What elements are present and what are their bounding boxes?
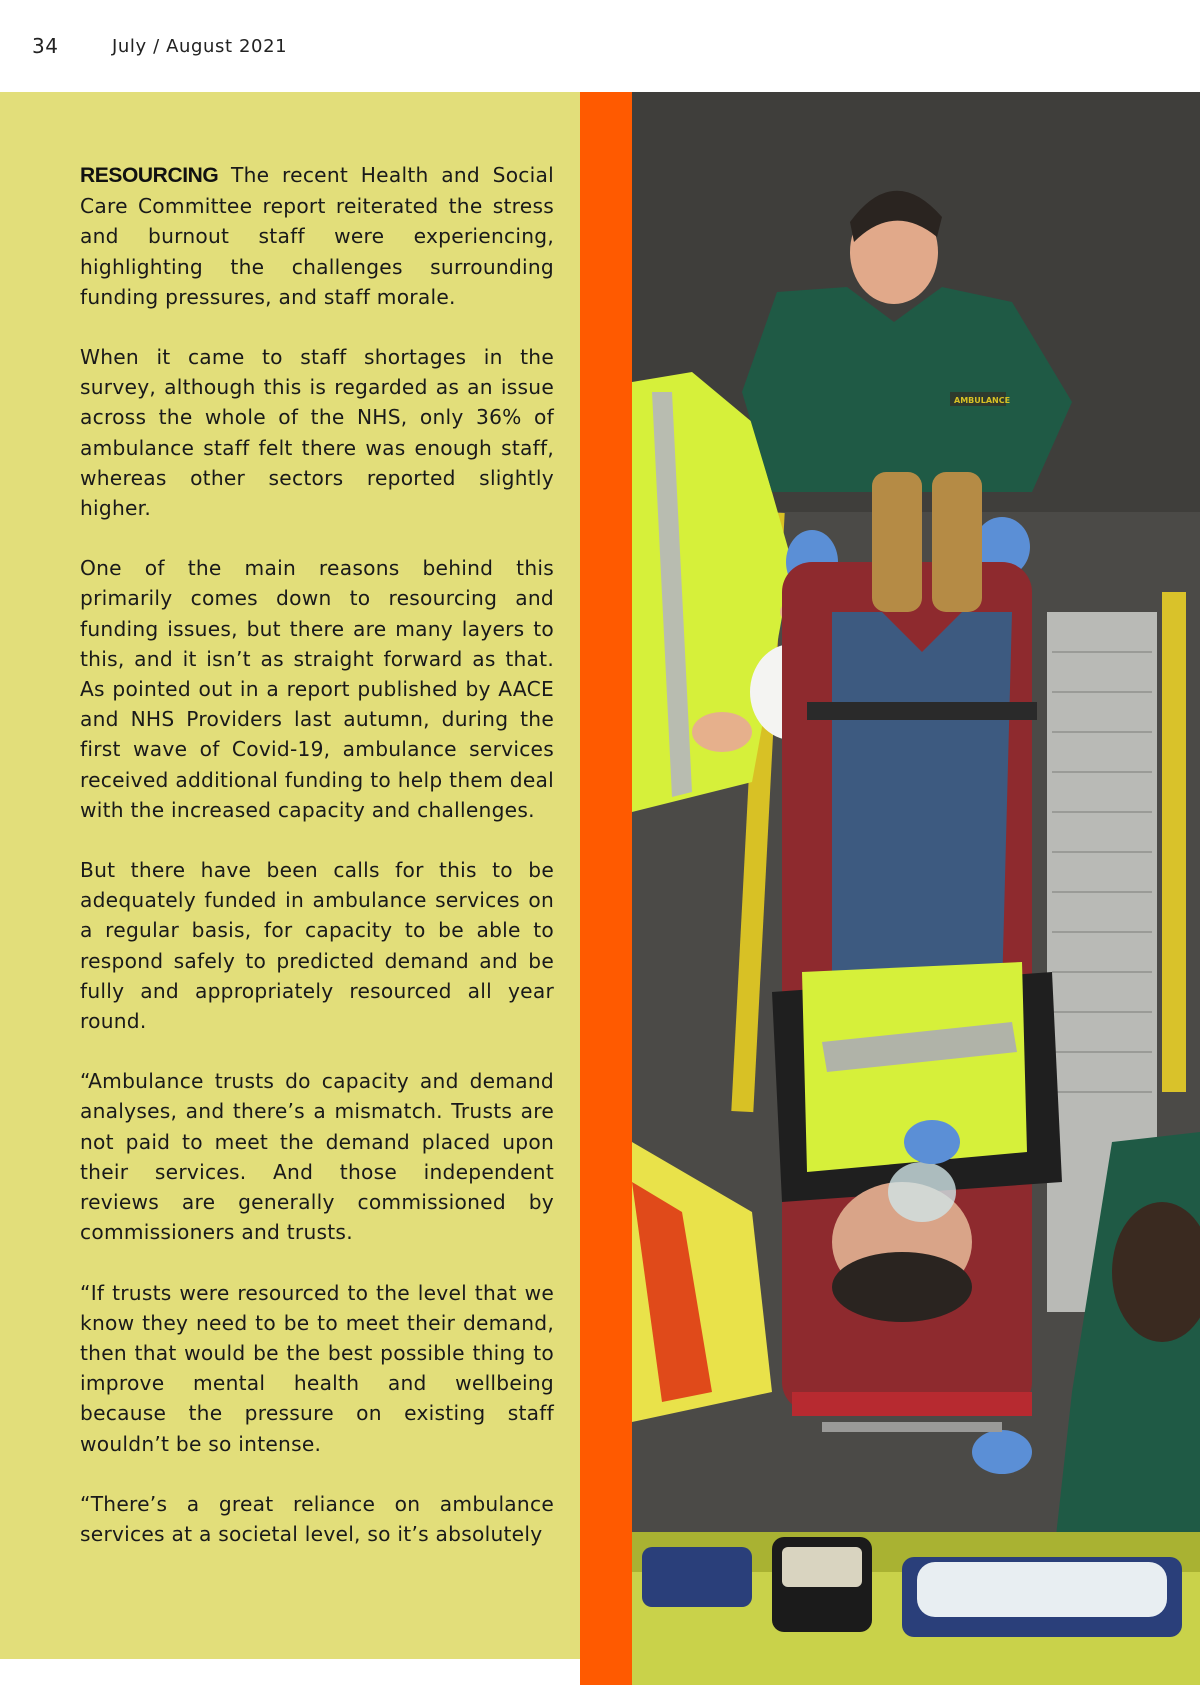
uniform-badge-text: AMBULANCE: [954, 396, 1011, 405]
issue-date: July / August 2021: [112, 36, 288, 57]
article-paragraph-4: But there have been calls for this to be adequately funded in ambulance services on a regular basis, for capacity to be able to respond safely to predicted demand and be fully and appropriately resourced all year round.: [80, 858, 554, 1034]
article-paragraph-7: “There’s a great reliance on ambulance services at a societal level, so it’s absolutely: [80, 1491, 554, 1546]
article-paragraph-2: When it came to staff shortages in the survey, although this is regarded as an issue across the whole of the NHS, only 36% of ambulance staff felt there was enough staff, whereas other sectors reported slightly higher.: [80, 345, 554, 521]
page-number: 34: [32, 34, 59, 58]
photo-illustration: [632, 92, 1200, 1685]
ambulance-stretcher-photo: [632, 92, 1200, 1685]
article-body: [80, 160, 554, 1579]
article-paragraph-6: “If trusts were resourced to the level that we know they need to be to meet their demand, then that would be the best possible thing to improve mental health and wellbeing because the pressure on existing staff wouldn’t be so intense.: [80, 1280, 554, 1456]
article-paragraph-1: [80, 160, 554, 312]
article-paragraph-3: One of the main reasons behind this primarily comes down to resourcing and funding issues, but there are many layers to this, and it isn’t as straight forward as that. As pointed out in a report published by AACE and NHS Providers last autumn, during the first wave of Covid-19, ambulance services received additional funding to help them deal with the increased capacity and challenges.: [80, 556, 554, 822]
section-lead-word: RESOURCING: [80, 164, 219, 187]
paragraph-text: The recent Health and Social Care Committee report reiterated the stress and burnout staff were experiencing, highlighting the challenges surrounding funding pressures, and staff morale.: [80, 163, 554, 309]
page-header: [0, 0, 1200, 92]
accent-strip: [580, 92, 632, 1685]
article-paragraph-5: “Ambulance trusts do capacity and demand analyses, and there’s a mismatch. Trusts are not paid to meet the demand placed upon their services. And those independent reviews are generally commissioned by commissioners and trusts.: [80, 1069, 554, 1245]
